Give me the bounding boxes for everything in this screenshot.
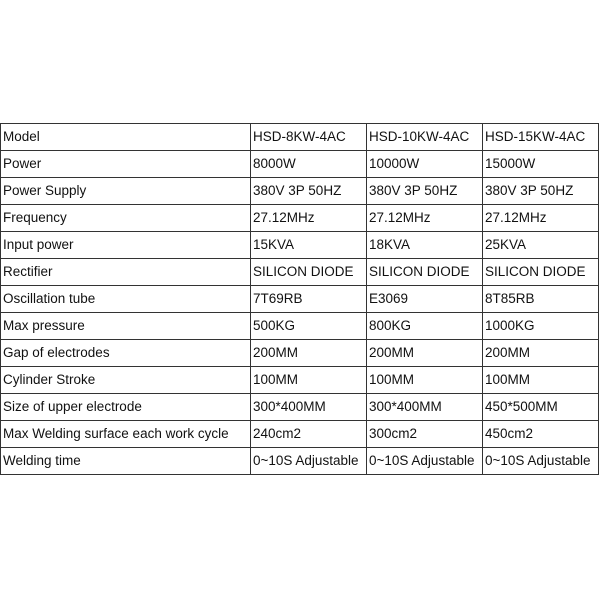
table-cell: Input power xyxy=(1,232,251,259)
table-cell: HSD-8KW-4AC xyxy=(251,124,367,151)
table-row xyxy=(1,394,599,421)
table-cell: 10000W xyxy=(367,151,483,178)
table-row xyxy=(1,151,599,178)
table-row xyxy=(1,178,599,205)
table-cell: 0~10S Adjustable xyxy=(483,448,599,475)
table-cell: HSD-15KW-4AC xyxy=(483,124,599,151)
table-row xyxy=(1,421,599,448)
table-cell: SILICON DIODE xyxy=(367,259,483,286)
spec-table xyxy=(0,123,599,475)
table-cell: 300*400MM xyxy=(367,394,483,421)
table-cell: 18KVA xyxy=(367,232,483,259)
table-cell: 15KVA xyxy=(251,232,367,259)
table-cell: 8T85RB xyxy=(483,286,599,313)
table-cell: 25KVA xyxy=(483,232,599,259)
table-cell: 27.12MHz xyxy=(251,205,367,232)
table-row xyxy=(1,286,599,313)
table-row xyxy=(1,313,599,340)
table-cell: 380V 3P 50HZ xyxy=(367,178,483,205)
table-cell: Oscillation tube xyxy=(1,286,251,313)
table-row xyxy=(1,340,599,367)
table-cell: Gap of electrodes xyxy=(1,340,251,367)
table-row xyxy=(1,124,599,151)
table-cell: 380V 3P 50HZ xyxy=(251,178,367,205)
table-cell: HSD-10KW-4AC xyxy=(367,124,483,151)
table-row xyxy=(1,448,599,475)
table-cell: SILICON DIODE xyxy=(483,259,599,286)
table-cell: E3069 xyxy=(367,286,483,313)
table-cell: Size of upper electrode xyxy=(1,394,251,421)
table-cell: 500KG xyxy=(251,313,367,340)
table-cell: 100MM xyxy=(251,367,367,394)
table-cell: Power xyxy=(1,151,251,178)
table-cell: 450*500MM xyxy=(483,394,599,421)
table-cell: 380V 3P 50HZ xyxy=(483,178,599,205)
table-cell: 0~10S Adjustable xyxy=(251,448,367,475)
table-cell: Model xyxy=(1,124,251,151)
table-cell: 100MM xyxy=(367,367,483,394)
table-cell: Welding time xyxy=(1,448,251,475)
table-cell: Max pressure xyxy=(1,313,251,340)
table-row xyxy=(1,232,599,259)
table-row xyxy=(1,367,599,394)
table-cell: Rectifier xyxy=(1,259,251,286)
table-cell: Frequency xyxy=(1,205,251,232)
table-cell: 8000W xyxy=(251,151,367,178)
table-row xyxy=(1,205,599,232)
table-cell: Power Supply xyxy=(1,178,251,205)
table-cell: 15000W xyxy=(483,151,599,178)
table-cell: 1000KG xyxy=(483,313,599,340)
table-cell: Cylinder Stroke xyxy=(1,367,251,394)
table-cell: Max Welding surface each work cycle xyxy=(1,421,251,448)
table-cell: 27.12MHz xyxy=(483,205,599,232)
table-cell: 800KG xyxy=(367,313,483,340)
table-cell: SILICON DIODE xyxy=(251,259,367,286)
table-cell: 7T69RB xyxy=(251,286,367,313)
table-cell: 300cm2 xyxy=(367,421,483,448)
table-cell: 100MM xyxy=(483,367,599,394)
table-cell: 200MM xyxy=(367,340,483,367)
table-cell: 200MM xyxy=(251,340,367,367)
table-row xyxy=(1,259,599,286)
table-cell: 240cm2 xyxy=(251,421,367,448)
table-cell: 27.12MHz xyxy=(367,205,483,232)
table-cell: 0~10S Adjustable xyxy=(367,448,483,475)
table-cell: 450cm2 xyxy=(483,421,599,448)
table-cell: 200MM xyxy=(483,340,599,367)
table-cell: 300*400MM xyxy=(251,394,367,421)
